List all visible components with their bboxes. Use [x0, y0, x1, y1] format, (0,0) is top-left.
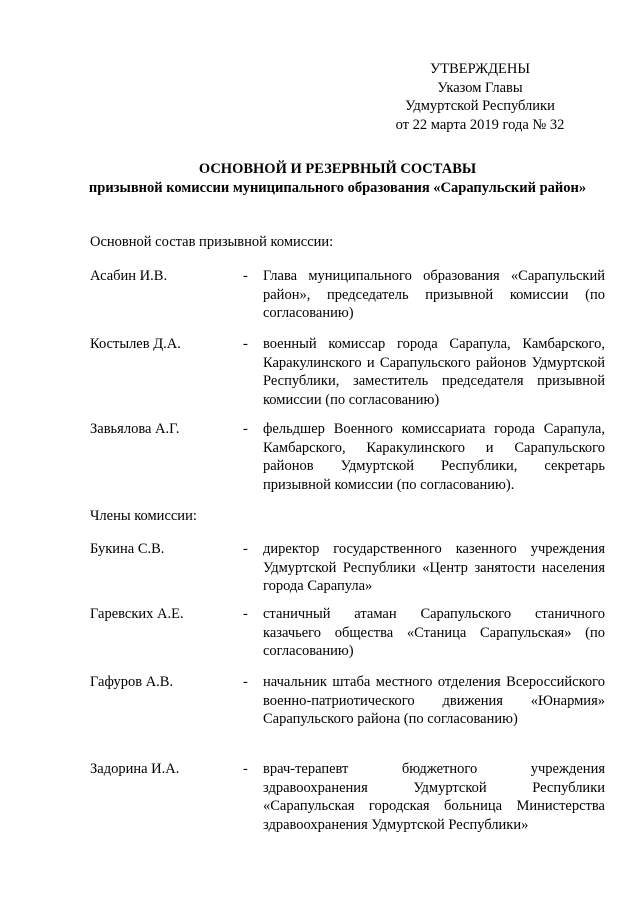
- member-dash: -: [243, 606, 248, 622]
- member-dash: -: [243, 761, 248, 777]
- approval-line-decree: Указом Главы: [437, 79, 523, 96]
- member-role: военный комиссар города Сарапула, Камбарского, Каракулинского и Сарапульского районов Удмуртской Республики, заместитель председателя призывной комиссии (по согласованию): [263, 336, 605, 408]
- member-dash: -: [243, 674, 248, 690]
- member-name: Гаревских А.Е.: [90, 606, 184, 622]
- member-entry: [90, 673, 605, 753]
- member-entry: [90, 760, 605, 840]
- main-section-heading: Основной состав призывной комиссии:: [90, 234, 334, 250]
- member-name: Букина С.В.: [90, 541, 165, 557]
- members-section-heading: Члены комиссии:: [90, 508, 197, 524]
- member-name: Асабин И.В.: [90, 268, 168, 284]
- title-line-sub: призывной комиссии муниципального образования «Сарапульский район»: [88, 180, 587, 196]
- member-role: станичный атаман Сарапульского станичного казачьего общества «Станица Сарапульская» (по согласованию): [263, 606, 605, 659]
- member-entry: [90, 420, 605, 500]
- member-role: фельдшер Военного комиссариата города Сарапула, Камбарского, Каракулинского и Сарапульского районов Удмуртской Республики, секретарь призывной комиссии (по согласованию).: [263, 421, 605, 493]
- member-role: врач-терапевт бюджетного учреждения здравоохранения Удмуртской Республики «Сарапульская городская больница Министерства здравоохранения Удмуртской Республики»: [263, 761, 605, 833]
- approval-stamp: [380, 60, 580, 134]
- document-title: [60, 160, 615, 198]
- member-name: Гафуров А.В.: [90, 674, 174, 690]
- member-dash: -: [243, 421, 248, 437]
- member-name: Костылев Д.А.: [90, 336, 181, 352]
- approval-line-republic: Удмуртской Республики: [405, 98, 555, 114]
- approval-line-approved: УТВЕРЖДЕНЫ: [429, 61, 531, 77]
- member-role: Глава муниципального образования «Сарапульский район», председатель призывной комиссии (по согласованию): [263, 268, 605, 321]
- member-entry: [90, 335, 605, 415]
- member-role: директор государственного казенного учреждения Удмуртской Республики «Центр занятости населения города Сарапула»: [263, 541, 605, 594]
- member-role: начальник штаба местного отделения Всероссийского военно-патриотического движения «Юнармия» Сарапульского района (по согласованию): [263, 674, 605, 727]
- member-dash: -: [243, 268, 248, 284]
- member-dash: -: [243, 541, 248, 557]
- title-line-main: ОСНОВНОЙ И РЕЗЕРВНЫЙ СОСТАВЫ: [198, 161, 477, 177]
- member-dash: -: [243, 336, 248, 352]
- member-name: Завьялова А.Г.: [90, 421, 180, 437]
- approval-line-date: от 22 марта 2019 года № 32: [395, 116, 565, 133]
- member-name: Задорина И.А.: [90, 761, 180, 777]
